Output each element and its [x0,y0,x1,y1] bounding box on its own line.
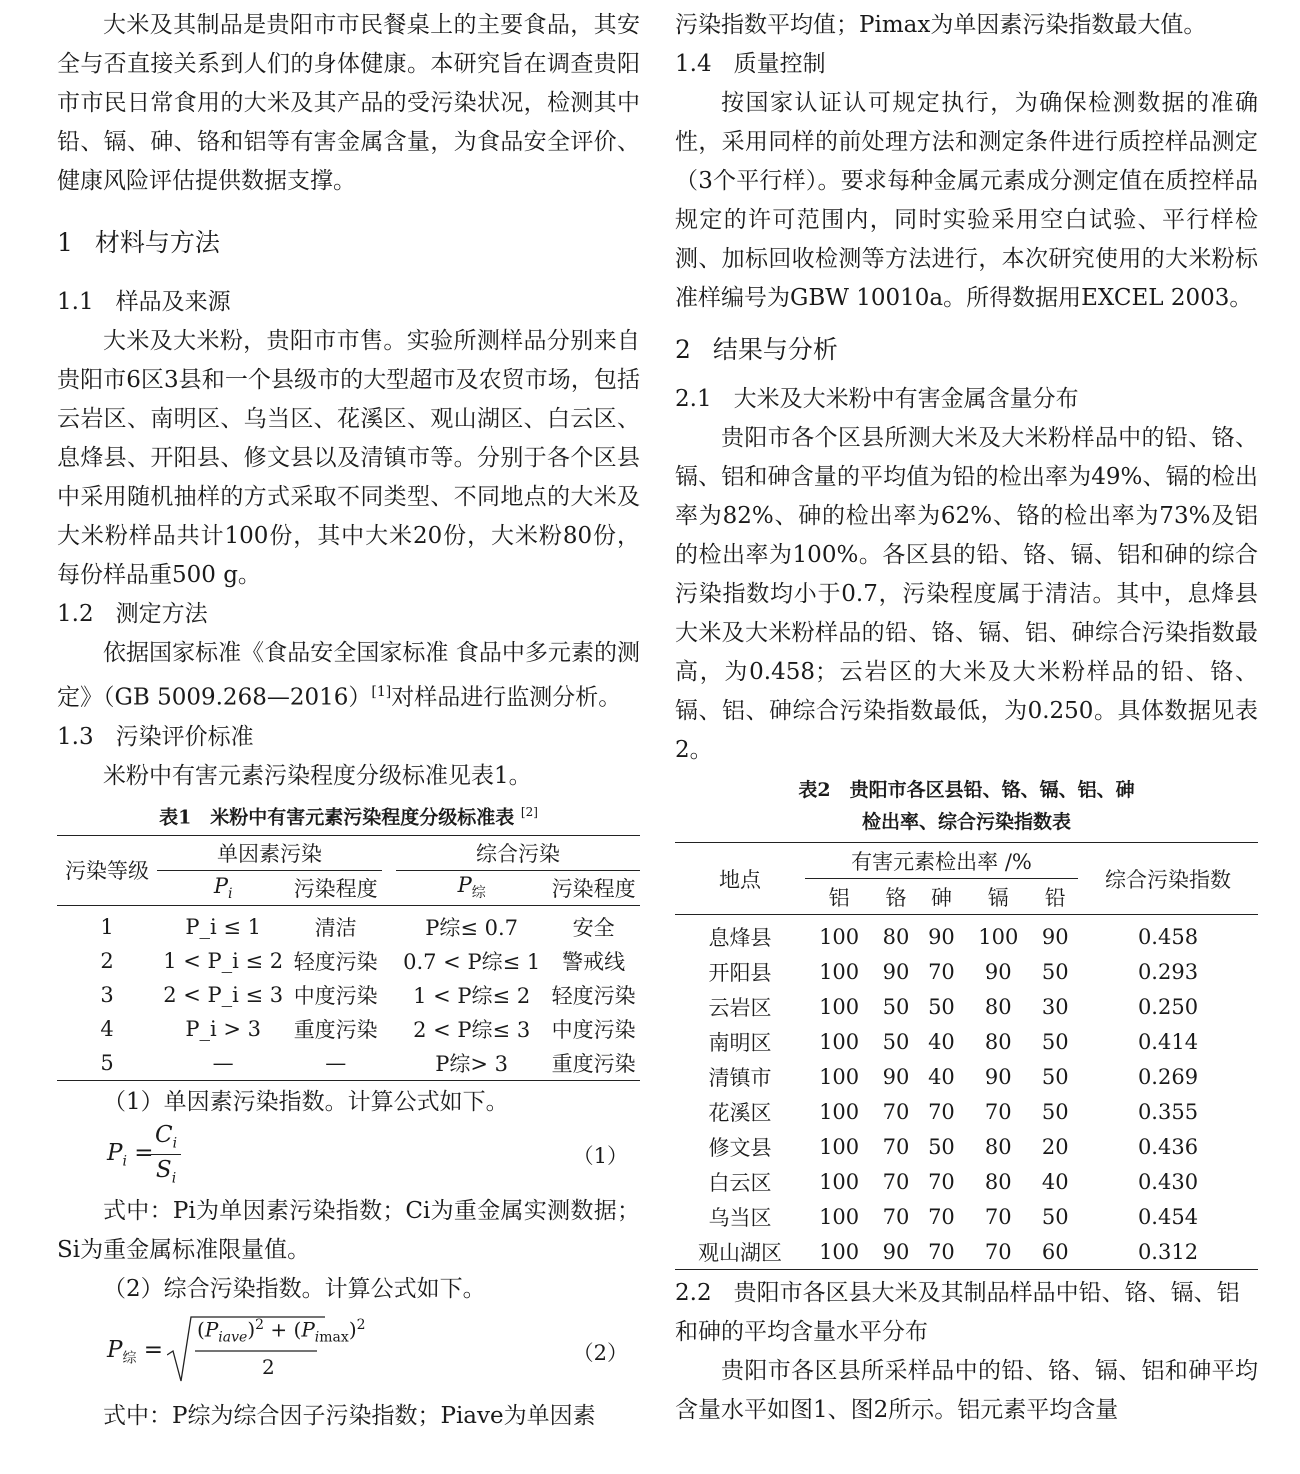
table-2-cell-place: 白云区 [708,1170,772,1195]
formula-1: $P_i$ = $\frac{C_i}{S_i}$ （1） [107,1121,628,1187]
table-2-cell-rate: 100 [819,1099,860,1124]
section-1-3-heading: 1.3 污染评价标准 [57,723,254,750]
table-1-cell-level: 5 [100,1050,114,1075]
table-2-cell-rate: 50 [928,1134,955,1159]
table-2-cell-rate: 90 [928,924,955,949]
formula-1-number: （1） [572,1143,628,1168]
table-2-cell-rate: 40 [1041,1169,1069,1194]
table-2-cell-place: 云岩区 [708,995,772,1020]
table-2-cell-place: 花溪区 [708,1100,772,1125]
table-2-row [675,1024,1258,1059]
table-2-cell-rate: 70 [928,1204,955,1229]
table-2-header-element: 砷 [930,885,952,910]
table-1-cell-pi: P_i ≤ 1 [185,914,261,939]
table-1-cell-degree-2: 中度污染 [551,1017,636,1042]
table-2-cell-rate: 80 [984,1029,1012,1054]
table-1 [57,835,640,1081]
section-1-1-paragraph: 大米及大米粉，贵阳市市售。实验所测样品分别来自贵阳市6区3县和一个县级市的大型超市及农贸市场，包括云岩区、南明区、乌当区、花溪区、观山湖区、白云区、息烽县、开阳县、修文县以及清镇市等。分别于各个区县中采用随机抽样的方式采取不同类型、不同地点的大米及大米粉样品共计100份，其中大米20份，大米粉80份，每份样品重500 g。 [57,328,640,588]
table-2-cell-index: 0.312 [1137,1239,1199,1264]
table-2-row [675,1199,1258,1234]
table-2-cell-rate: 70 [928,1239,955,1264]
table-2-cell-rate: 40 [928,1029,955,1054]
table-2-cell-rate: 100 [819,1239,860,1264]
section-1-2-heading: 1.2 测定方法 [57,601,208,627]
table-2-caption-line-2: 检出率、综合污染指数表 [861,811,1071,833]
table-1-header-single: 单因素污染 [157,835,382,870]
table-1-row [57,978,640,1012]
table-2-cell-rate: 60 [1041,1239,1069,1264]
table-1-cell-level: 3 [100,982,114,1007]
formula-1-intro: （1）单因素污染指数。计算公式如下。 [103,1088,509,1115]
table-1-header-level: 污染等级 [65,859,149,884]
table-2-cell-index: 0.250 [1137,994,1199,1019]
table-1-caption: 表1 米粉中有害元素污染程度分级标准表 [2] [159,804,538,828]
table-2 [675,842,1258,1270]
table-2-row [675,1164,1258,1199]
section-2-2-heading: 2.2 贵阳市各区县大米及其制品样品中铅、铬、镉、铝和砷的平均含量水平分布 [675,1280,1240,1345]
intro-paragraph: 大米及其制品是贵阳市市民餐桌上的主要食品，其安全与否直接关系到人们的身体健康。本研究旨在调查贵阳市市民日常食用的大米及其产品的受污染状况，检测其中铅、镉、砷、铬和铝等有害金属含量，为食品安全评价、健康风险评估提供数据支撑。 [57,12,640,194]
table-2-cell-index: 0.414 [1137,1029,1199,1054]
left-column [57,6,640,1436]
table-2-cell-rate: 70 [984,1239,1012,1264]
table-2-cell-rate: 40 [928,1064,955,1089]
table-2-row [675,1129,1258,1164]
table-2-cell-rate: 30 [1041,994,1069,1019]
table-2-row [675,954,1258,989]
table-2-header-element: 镉 [987,885,1009,910]
table-2-cell-index: 0.355 [1137,1099,1199,1124]
table-2-cell-rate: 90 [882,1239,910,1264]
table-2-cell-rate: 100 [819,1169,860,1194]
table-1-cell-degree-1: 轻度污染 [293,949,378,974]
table-1-cell-level: 1 [100,914,114,939]
table-2-header-place: 地点 [719,867,761,892]
table-2-cell-rate: 70 [882,1134,910,1159]
table-1-cell-degree-1: 中度污染 [293,983,378,1008]
section-2-2-paragraph: 贵阳市各区县所采样品中的铅、铬、镉、铝和砷平均含量水平如图1、图2所示。铝元素平均含量 [675,1358,1258,1423]
table-1-cell-level: 2 [100,948,114,973]
table-2-cell-index: 0.293 [1137,959,1199,984]
table-2-cell-rate: 50 [1041,1099,1069,1124]
table-2-row [675,1094,1258,1129]
section-1-heading: 1 材料与方法 [57,228,220,257]
table-2-header-index: 综合污染指数 [1105,867,1231,892]
section-1-2-paragraph: 依据国家标准《食品安全国家标准 食品中多元素的测定》（GB 5009.268—2016）[1]对样品进行监测分析。 [57,640,640,711]
table-2-caption-line-1: 表2 贵阳市各区县铅、铬、镉、铝、砷 [798,779,1135,801]
table-2-header-element: 铅 [1044,885,1066,910]
table-2-cell-index: 0.458 [1137,924,1199,949]
table-2-cell-rate: 100 [819,1204,860,1229]
table-2-cell-rate: 100 [819,994,860,1019]
table-1-cell-pz: P综> 3 [435,1051,509,1076]
table-2-cell-place: 息烽县 [708,925,772,950]
right-column [675,6,1258,1430]
table-2-cell-place: 乌当区 [708,1205,772,1230]
section-1-4-paragraph: 按国家认证认可规定执行，为确保检测数据的准确性，采用同样的前处理方法和测定条件进行质控样品测定（3个平行样）。要求每种金属元素成分测定值在质控样品规定的许可范围内，同时实验采用空白试验、平行样检测、加标回收检测等方法进行，本次研究使用的大米粉标准样编号为GBW 10010a。所得数据用EXCEL 2003。 [675,90,1258,311]
table-2-cell-place: 观山湖区 [698,1240,782,1265]
table-2-cell-rate: 90 [882,959,910,984]
table-1-cell-degree-2: 轻度污染 [551,983,636,1008]
table-1-cell-pi: 2 < P_i ≤ 3 [163,982,284,1007]
table-2-cell-rate: 100 [819,959,860,984]
table-2-cell-rate: 100 [819,924,860,949]
table-1-cell-degree-2: 安全 [572,915,615,940]
section-1-3-paragraph: 米粉中有害元素污染程度分级标准见表1。 [103,762,532,789]
table-2-cell-rate: 70 [984,1099,1012,1124]
table-1-cell-pz: 1 < P综≤ 2 [413,983,531,1008]
table-2-header-rate: 有害元素检出率 /% [805,843,1078,879]
table-1-cell-degree-1: 重度污染 [293,1017,378,1042]
table-2-cell-rate: 50 [1041,1204,1069,1229]
table-1-header-degree-1: 污染程度 [293,876,378,901]
table-2-cell-rate: 50 [882,994,910,1019]
table-2-cell-rate: 100 [978,924,1019,949]
section-2-heading: 2 结果与分析 [675,335,838,364]
table-2-cell-rate: 100 [819,1134,860,1159]
table-2-cell-rate: 50 [882,1029,910,1054]
table-1-header-pi: $P_i$ [213,873,233,903]
table-2-cell-index: 0.454 [1137,1204,1199,1229]
formula-2-description: 式中：P综为综合因子污染指数；Piave为单因素 [103,1402,596,1429]
table-2-cell-rate: 100 [819,1029,860,1054]
table-1-row [57,1046,640,1081]
formula-2: $P_综$ = $(P_{iave})^2 + (P_{imax})^2$ 2 （2） [57,1309,640,1397]
table-2-cell-rate: 80 [984,1169,1012,1194]
table-2-cell-rate: 20 [1041,1134,1069,1159]
table-1-cell-degree-1: 清洁 [314,915,357,940]
table-1-cell-pi: — [212,1050,234,1075]
table-2-cell-place: 南明区 [708,1030,772,1055]
table-2-cell-index: 0.269 [1137,1064,1199,1089]
table-1-cell-level: 4 [100,1016,114,1041]
table-2-cell-place: 清镇市 [708,1065,772,1090]
table-2-cell-index: 0.430 [1137,1169,1199,1194]
table-2-row [675,989,1258,1024]
table-2-cell-rate: 70 [928,959,955,984]
table-2-cell-rate: 80 [984,994,1012,1019]
formula-2-intro: （2）综合污染指数。计算公式如下。 [103,1275,486,1302]
table-2-cell-rate: 50 [1041,1029,1069,1054]
table-2-cell-rate: 90 [984,1064,1012,1089]
table-1-row [57,944,640,978]
table-1-cell-pz: 2 < P综≤ 3 [413,1017,531,1042]
table-1-cell-degree-2: 重度污染 [551,1051,636,1076]
table-2-cell-rate: 80 [882,924,910,949]
table-1-cell-pi: 1 < P_i ≤ 2 [163,948,284,973]
table-2-header-element: 铝 [828,885,850,910]
formula-1-description: 式中：Pi为单因素污染指数；Ci为重金属实测数据；Si为重金属标准限量值。 [57,1197,640,1263]
citation-ref: [1] [371,684,392,700]
table-2-row [675,1059,1258,1094]
table-2-cell-rate: 70 [882,1169,910,1194]
table-2-cell-rate: 50 [1041,959,1069,984]
table-2-cell-place: 修文县 [708,1135,772,1160]
table-2-cell-rate: 90 [984,959,1012,984]
table-2-cell-rate: 70 [928,1099,955,1124]
table-1-header-degree-2: 污染程度 [551,876,636,901]
section-2-1-paragraph: 贵阳市各个区县所测大米及大米粉样品中的铅、铬、镉、铝和砷含量的平均值为铅的检出率为49%、镉的检出率为82%、砷的检出率为62%、铬的检出率为73%及铝的检出率为100%。各区县的铅、铬、镉、铝和砷的综合污染指数均小于0.7，污染程度属于清洁。其中，息烽县大米及大米粉样品的铅、铬、镉、铝、砷综合污染指数最高，为0.458；云岩区的大米及大米粉样品的铅、铬、镉、铝、砷综合污染指数最低，为0.250。具体数据见表2。 [675,425,1258,763]
table-1-cell-pi: P_i > 3 [185,1016,261,1041]
section-1-4-heading: 1.4 质量控制 [675,51,826,77]
table-2-row [675,1234,1258,1270]
table-2-cell-rate: 90 [1041,924,1069,949]
table-2-cell-rate: 70 [882,1204,910,1229]
table-1-cell-degree-2: 警戒线 [562,949,626,974]
table-2-cell-rate: 90 [882,1064,910,1089]
table-1-cell-degree-1: — [325,1050,347,1075]
table-2-cell-rate: 100 [819,1064,860,1089]
table-2-cell-rate: 50 [1041,1064,1069,1089]
table-2-cell-rate: 50 [928,994,955,1019]
table-2-cell-rate: 80 [984,1134,1012,1159]
table-1-cell-pz: 0.7 < P综≤ 1 [403,949,541,974]
table-1-cell-pz: P综≤ 0.7 [425,915,519,940]
table-2-cell-place: 开阳县 [708,960,772,985]
table-2-row [675,915,1258,955]
table-2-cell-rate: 70 [882,1099,910,1124]
table-1-header-combined: 综合污染 [396,835,640,870]
formula-2-number: （2） [572,1340,628,1365]
table-1-row [57,905,640,944]
table-2-cell-index: 0.436 [1137,1134,1199,1159]
table-1-header-pz: $P_综$ [457,873,486,902]
section-2-1-heading: 2.1 大米及大米粉中有害金属含量分布 [675,386,1079,412]
table-2-header-element: 铬 [885,885,907,910]
table-2-cell-rate: 70 [928,1169,955,1194]
section-1-1-heading: 1.1 样品及来源 [57,289,231,315]
table-2-cell-rate: 70 [984,1204,1012,1229]
table-1-row [57,1012,640,1046]
continued-paragraph: 污染指数平均值；Pimax为单因素污染指数最大值。 [675,12,1207,38]
